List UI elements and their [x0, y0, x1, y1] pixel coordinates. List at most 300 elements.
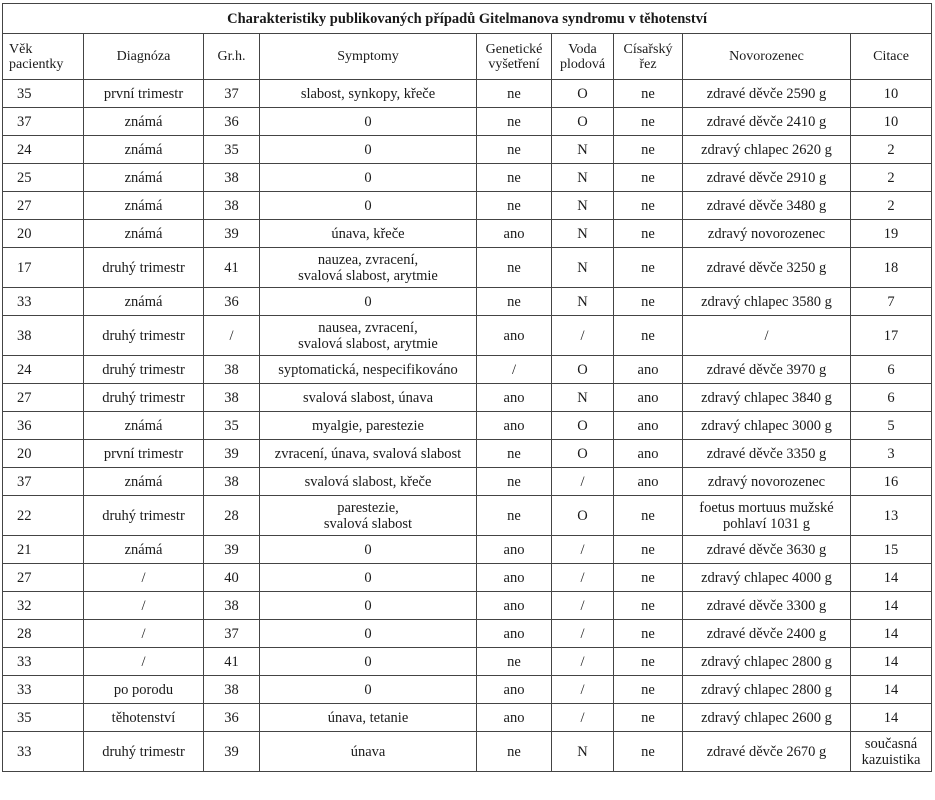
cell-text-line: 0 — [364, 625, 372, 642]
header-label-line: vyšetření — [488, 56, 540, 72]
cell-text-line: únava, tetanie — [327, 709, 409, 726]
age-cell: 33 — [3, 676, 84, 704]
symptoms-cell — [260, 564, 477, 592]
age-cell: 37 — [3, 468, 84, 496]
cesarean-cell: ne — [614, 620, 683, 648]
header-label-line: pacientky — [9, 56, 64, 72]
col-genetic-header — [477, 34, 552, 80]
cell-text-line: kazuistika — [861, 751, 921, 768]
symptoms-cell — [260, 732, 477, 772]
diagnosis-cell: známá — [84, 412, 204, 440]
symptoms-cell — [260, 592, 477, 620]
genetic-cell: ne — [477, 136, 552, 164]
cesarean-cell: ne — [614, 288, 683, 316]
cell-text-line: zdravé děvče 2590 g — [706, 85, 827, 102]
gestation-cell: 35 — [204, 136, 260, 164]
cell-text-line: 0 — [364, 141, 372, 158]
table-row — [3, 136, 932, 164]
citation-cell — [851, 648, 932, 676]
genetic-cell: ano — [477, 220, 552, 248]
cesarean-cell: ne — [614, 592, 683, 620]
citation-cell — [851, 412, 932, 440]
citation-cell — [851, 468, 932, 496]
newborn-cell — [683, 676, 851, 704]
symptoms-cell — [260, 536, 477, 564]
cell-text-line: zdravé děvče 3350 g — [706, 445, 827, 462]
cell-text-line: 19 — [883, 225, 899, 242]
diagnosis-cell: druhý trimestr — [84, 316, 204, 356]
table-row — [3, 496, 932, 536]
age-cell: 20 — [3, 440, 84, 468]
amniotic-cell: N — [552, 248, 614, 288]
diagnosis-cell: druhý trimestr — [84, 732, 204, 772]
cell-text-line: 10 — [883, 85, 899, 102]
symptoms-cell — [260, 496, 477, 536]
amniotic-cell: N — [552, 732, 614, 772]
symptoms-cell — [260, 164, 477, 192]
gestation-cell: 36 — [204, 108, 260, 136]
header-label-line: Věk — [9, 41, 33, 57]
genetic-cell: ano — [477, 676, 552, 704]
cell-text-line: zdravé děvče 3970 g — [706, 361, 827, 378]
gestation-cell: 36 — [204, 704, 260, 732]
cell-text-line: nausea, zvracení, — [318, 319, 418, 336]
genetic-cell: ne — [477, 440, 552, 468]
newborn-cell — [683, 732, 851, 772]
amniotic-cell: / — [552, 648, 614, 676]
cell-text-line: zdravý chlapec 2600 g — [701, 709, 832, 726]
diagnosis-cell: druhý trimestr — [84, 384, 204, 412]
citation-cell — [851, 136, 932, 164]
genetic-cell: ano — [477, 316, 552, 356]
cell-text-line: zdravý chlapec 2800 g — [701, 653, 832, 670]
table-row — [3, 536, 932, 564]
diagnosis-cell: známá — [84, 220, 204, 248]
symptoms-cell — [260, 620, 477, 648]
header-row — [3, 34, 932, 80]
cell-text-line: myalgie, parestezie — [312, 417, 424, 434]
newborn-cell — [683, 288, 851, 316]
cell-text-line: 14 — [883, 569, 899, 586]
table-row — [3, 648, 932, 676]
gestation-cell: / — [204, 316, 260, 356]
gestation-cell: 28 — [204, 496, 260, 536]
newborn-cell — [683, 648, 851, 676]
symptoms-cell — [260, 468, 477, 496]
cell-text-line: 6 — [887, 361, 895, 378]
diagnosis-cell: těhotenství — [84, 704, 204, 732]
cesarean-cell: ne — [614, 80, 683, 108]
genetic-cell: ne — [477, 164, 552, 192]
cell-text-line: 13 — [883, 507, 899, 524]
amniotic-cell: / — [552, 468, 614, 496]
gestation-cell: 36 — [204, 288, 260, 316]
age-cell: 27 — [3, 192, 84, 220]
table-row — [3, 80, 932, 108]
amniotic-cell: O — [552, 80, 614, 108]
symptoms-cell — [260, 356, 477, 384]
cell-text-line: únava — [350, 743, 386, 760]
header-label-line: řez — [639, 56, 657, 72]
table-row — [3, 192, 932, 220]
age-cell: 27 — [3, 564, 84, 592]
age-cell: 35 — [3, 704, 84, 732]
cell-text-line: 6 — [887, 389, 895, 406]
cell-text-line: zdravý novorozenec — [707, 473, 826, 490]
symptoms-cell — [260, 108, 477, 136]
cesarean-cell: ne — [614, 536, 683, 564]
symptoms-cell — [260, 288, 477, 316]
newborn-cell — [683, 248, 851, 288]
cell-text-line: / — [764, 327, 769, 344]
citation-cell — [851, 732, 932, 772]
age-cell: 24 — [3, 356, 84, 384]
table-row — [3, 620, 932, 648]
gestation-cell: 38 — [204, 468, 260, 496]
cell-text-line: parestezie, — [337, 499, 399, 516]
gestation-cell: 38 — [204, 676, 260, 704]
gestation-cell: 39 — [204, 220, 260, 248]
cesarean-cell: ne — [614, 732, 683, 772]
amniotic-cell: / — [552, 592, 614, 620]
cell-text-line: zvracení, únava, svalová slabost — [274, 445, 462, 462]
table-row — [3, 108, 932, 136]
citation-cell — [851, 220, 932, 248]
citation-cell — [851, 80, 932, 108]
newborn-cell — [683, 220, 851, 248]
gestation-cell: 37 — [204, 620, 260, 648]
newborn-cell — [683, 316, 851, 356]
gestation-cell: 38 — [204, 356, 260, 384]
genetic-cell: ne — [477, 648, 552, 676]
table-row — [3, 704, 932, 732]
cell-text-line: 17 — [883, 327, 899, 344]
newborn-cell — [683, 192, 851, 220]
citation-cell — [851, 164, 932, 192]
gestation-cell: 38 — [204, 384, 260, 412]
diagnosis-cell: / — [84, 648, 204, 676]
gestation-cell: 39 — [204, 732, 260, 772]
genetic-cell: ano — [477, 536, 552, 564]
genetic-cell: ne — [477, 192, 552, 220]
age-cell: 28 — [3, 620, 84, 648]
amniotic-cell: N — [552, 164, 614, 192]
cell-text-line: zdravé děvče 2670 g — [706, 743, 827, 760]
cesarean-cell: ne — [614, 136, 683, 164]
header-label-line: Císařský — [623, 41, 673, 57]
amniotic-cell: / — [552, 564, 614, 592]
cell-text-line: zdravý novorozenec — [707, 225, 826, 242]
age-cell: 20 — [3, 220, 84, 248]
genetic-cell: ne — [477, 732, 552, 772]
newborn-cell — [683, 592, 851, 620]
cell-text-line: 3 — [887, 445, 895, 462]
amniotic-cell: N — [552, 192, 614, 220]
cell-text-line: zdravý chlapec 3840 g — [701, 389, 832, 406]
citation-cell — [851, 592, 932, 620]
cell-text-line: 10 — [883, 113, 899, 130]
diagnosis-cell: známá — [84, 468, 204, 496]
col-citation-header — [851, 34, 932, 80]
cesarean-cell: ne — [614, 564, 683, 592]
header-label-line: Voda — [568, 41, 597, 57]
cesarean-cell: ne — [614, 496, 683, 536]
diagnosis-cell: známá — [84, 192, 204, 220]
cell-text-line: zdravý chlapec 3000 g — [701, 417, 832, 434]
symptoms-cell — [260, 440, 477, 468]
cell-text-line: zdravý chlapec 3580 g — [701, 293, 832, 310]
diagnosis-cell: druhý trimestr — [84, 356, 204, 384]
table-row — [3, 412, 932, 440]
table-row — [3, 316, 932, 356]
citation-cell — [851, 108, 932, 136]
amniotic-cell: O — [552, 108, 614, 136]
cesarean-cell: ne — [614, 220, 683, 248]
citation-cell — [851, 440, 932, 468]
col-symptoms-header — [260, 34, 477, 80]
table-row — [3, 384, 932, 412]
age-cell: 33 — [3, 732, 84, 772]
age-cell: 25 — [3, 164, 84, 192]
header-label-line: Genetické — [485, 41, 543, 57]
citation-cell — [851, 676, 932, 704]
amniotic-cell: O — [552, 496, 614, 536]
citation-cell — [851, 384, 932, 412]
cell-text-line: zdravé děvče 2410 g — [706, 113, 827, 130]
col-gestation-header — [204, 34, 260, 80]
symptoms-cell — [260, 648, 477, 676]
cell-text-line: 0 — [364, 541, 372, 558]
amniotic-cell: O — [552, 440, 614, 468]
table-row — [3, 288, 932, 316]
cell-text-line: 2 — [887, 141, 895, 158]
symptoms-cell — [260, 384, 477, 412]
genetic-cell: ne — [477, 248, 552, 288]
col-age-header — [3, 34, 84, 80]
cell-text-line: zdravé děvče 2910 g — [706, 169, 827, 186]
cell-text-line: zdravý chlapec 2800 g — [701, 681, 832, 698]
table-body — [3, 80, 932, 772]
genetic-cell: ne — [477, 288, 552, 316]
cell-text-line: 16 — [883, 473, 899, 490]
symptoms-cell — [260, 248, 477, 288]
table-row — [3, 564, 932, 592]
citation-cell — [851, 248, 932, 288]
diagnosis-cell: / — [84, 592, 204, 620]
gestation-cell: 38 — [204, 192, 260, 220]
gestation-cell: 39 — [204, 536, 260, 564]
table-row — [3, 592, 932, 620]
cell-text-line: 14 — [883, 709, 899, 726]
gestation-cell: 35 — [204, 412, 260, 440]
cell-text-line: zdravé děvče 3250 g — [706, 259, 827, 276]
citation-cell — [851, 496, 932, 536]
age-cell: 35 — [3, 80, 84, 108]
amniotic-cell: O — [552, 356, 614, 384]
genetic-cell: / — [477, 356, 552, 384]
amniotic-cell: N — [552, 136, 614, 164]
cell-text-line: zdravé děvče 3480 g — [706, 197, 827, 214]
citation-cell — [851, 620, 932, 648]
cell-text-line: foetus mortuus mužské — [699, 499, 834, 516]
symptoms-cell — [260, 220, 477, 248]
table-row — [3, 676, 932, 704]
cell-text-line: zdravý chlapec 4000 g — [701, 569, 832, 586]
symptoms-cell — [260, 316, 477, 356]
cell-text-line: zdravé děvče 3630 g — [706, 541, 827, 558]
cesarean-cell: ne — [614, 648, 683, 676]
age-cell: 24 — [3, 136, 84, 164]
cell-text-line: 0 — [364, 653, 372, 670]
cell-text-line: 0 — [364, 113, 372, 130]
newborn-cell — [683, 704, 851, 732]
cell-text-line: zdravé děvče 2400 g — [706, 625, 827, 642]
cell-text-line: 0 — [364, 197, 372, 214]
diagnosis-cell: známá — [84, 136, 204, 164]
cell-text-line: zdravé děvče 3300 g — [706, 597, 827, 614]
amniotic-cell: / — [552, 676, 614, 704]
diagnosis-cell: po porodu — [84, 676, 204, 704]
table-row — [3, 468, 932, 496]
cell-text-line: svalová slabost, únava — [302, 389, 434, 406]
cell-text-line: 14 — [883, 625, 899, 642]
gestation-cell: 40 — [204, 564, 260, 592]
age-cell: 21 — [3, 536, 84, 564]
gestation-cell: 41 — [204, 248, 260, 288]
genetic-cell: ano — [477, 592, 552, 620]
cell-text-line: 0 — [364, 569, 372, 586]
cell-text-line: svalová slabost, křeče — [304, 473, 432, 490]
col-newborn-header — [683, 34, 851, 80]
cesarean-cell: ano — [614, 412, 683, 440]
cell-text-line: zdravý chlapec 2620 g — [701, 141, 832, 158]
table-title: Charakteristiky publikovaných případů Gitelmanova syndromu v těhotenství — [3, 4, 932, 34]
citation-cell — [851, 564, 932, 592]
genetic-cell: ne — [477, 80, 552, 108]
diagnosis-cell: známá — [84, 108, 204, 136]
newborn-cell — [683, 564, 851, 592]
cell-text-line: současná — [864, 735, 918, 752]
col-cesarean-header — [614, 34, 683, 80]
symptoms-cell — [260, 80, 477, 108]
newborn-cell — [683, 136, 851, 164]
amniotic-cell: / — [552, 620, 614, 648]
gestation-cell: 38 — [204, 164, 260, 192]
cell-text-line: 0 — [364, 597, 372, 614]
cell-text-line: 18 — [883, 259, 899, 276]
symptoms-cell — [260, 412, 477, 440]
gestation-cell: 41 — [204, 648, 260, 676]
genetic-cell: ano — [477, 412, 552, 440]
newborn-cell — [683, 468, 851, 496]
symptoms-cell — [260, 676, 477, 704]
age-cell: 38 — [3, 316, 84, 356]
cesarean-cell: ne — [614, 676, 683, 704]
header-label-line: Citace — [873, 49, 909, 64]
newborn-cell — [683, 356, 851, 384]
header-label-line: Diagnóza — [116, 49, 171, 64]
citation-cell — [851, 536, 932, 564]
table-row — [3, 164, 932, 192]
cases-table — [2, 3, 932, 772]
cesarean-cell: ne — [614, 164, 683, 192]
symptoms-cell — [260, 704, 477, 732]
cell-text-line: 15 — [883, 541, 899, 558]
citation-cell — [851, 356, 932, 384]
table-row — [3, 220, 932, 248]
diagnosis-cell: známá — [84, 164, 204, 192]
cell-text-line: 14 — [883, 653, 899, 670]
genetic-cell: ano — [477, 620, 552, 648]
genetic-cell: ne — [477, 468, 552, 496]
gestation-cell: 38 — [204, 592, 260, 620]
citation-cell — [851, 288, 932, 316]
header-label-line: Symptomy — [337, 49, 399, 64]
genetic-cell: ne — [477, 496, 552, 536]
diagnosis-cell: známá — [84, 288, 204, 316]
cell-text-line: pohlaví 1031 g — [723, 515, 810, 532]
table-row — [3, 248, 932, 288]
cell-text-line: slabost, synkopy, křeče — [300, 85, 436, 102]
cesarean-cell: ano — [614, 384, 683, 412]
cesarean-cell: ne — [614, 192, 683, 220]
newborn-cell — [683, 620, 851, 648]
gestation-cell: 39 — [204, 440, 260, 468]
newborn-cell — [683, 536, 851, 564]
diagnosis-cell: první trimestr — [84, 80, 204, 108]
newborn-cell — [683, 412, 851, 440]
age-cell: 32 — [3, 592, 84, 620]
cesarean-cell: ne — [614, 248, 683, 288]
table-row — [3, 440, 932, 468]
amniotic-cell: / — [552, 704, 614, 732]
citation-cell — [851, 192, 932, 220]
cell-text-line: nauzea, zvracení, — [317, 251, 419, 268]
cell-text-line: 0 — [364, 681, 372, 698]
newborn-cell — [683, 440, 851, 468]
citation-cell — [851, 316, 932, 356]
cell-text-line: svalová slabost, arytmie — [298, 335, 438, 352]
genetic-cell: ano — [477, 704, 552, 732]
cell-text-line: 5 — [887, 417, 895, 434]
cell-text-line: 0 — [364, 169, 372, 186]
cell-text-line: 14 — [883, 597, 899, 614]
cell-text-line: únava, křeče — [331, 225, 405, 242]
cell-text-line: svalová slabost, arytmie — [298, 267, 438, 284]
age-cell: 17 — [3, 248, 84, 288]
diagnosis-cell: známá — [84, 536, 204, 564]
age-cell: 36 — [3, 412, 84, 440]
cell-text-line: 7 — [887, 293, 895, 310]
newborn-cell — [683, 164, 851, 192]
cell-text-line: 2 — [887, 169, 895, 186]
header-label-line: Gr.h. — [217, 49, 246, 64]
newborn-cell — [683, 384, 851, 412]
diagnosis-cell: druhý trimestr — [84, 496, 204, 536]
cesarean-cell: ne — [614, 316, 683, 356]
age-cell: 33 — [3, 288, 84, 316]
cell-text-line: 0 — [364, 293, 372, 310]
cell-text-line: 2 — [887, 197, 895, 214]
genetic-cell: ne — [477, 108, 552, 136]
diagnosis-cell: / — [84, 620, 204, 648]
table-row — [3, 732, 932, 772]
col-amniotic-header — [552, 34, 614, 80]
cesarean-cell: ano — [614, 356, 683, 384]
age-cell: 33 — [3, 648, 84, 676]
age-cell: 22 — [3, 496, 84, 536]
cesarean-cell: ne — [614, 108, 683, 136]
